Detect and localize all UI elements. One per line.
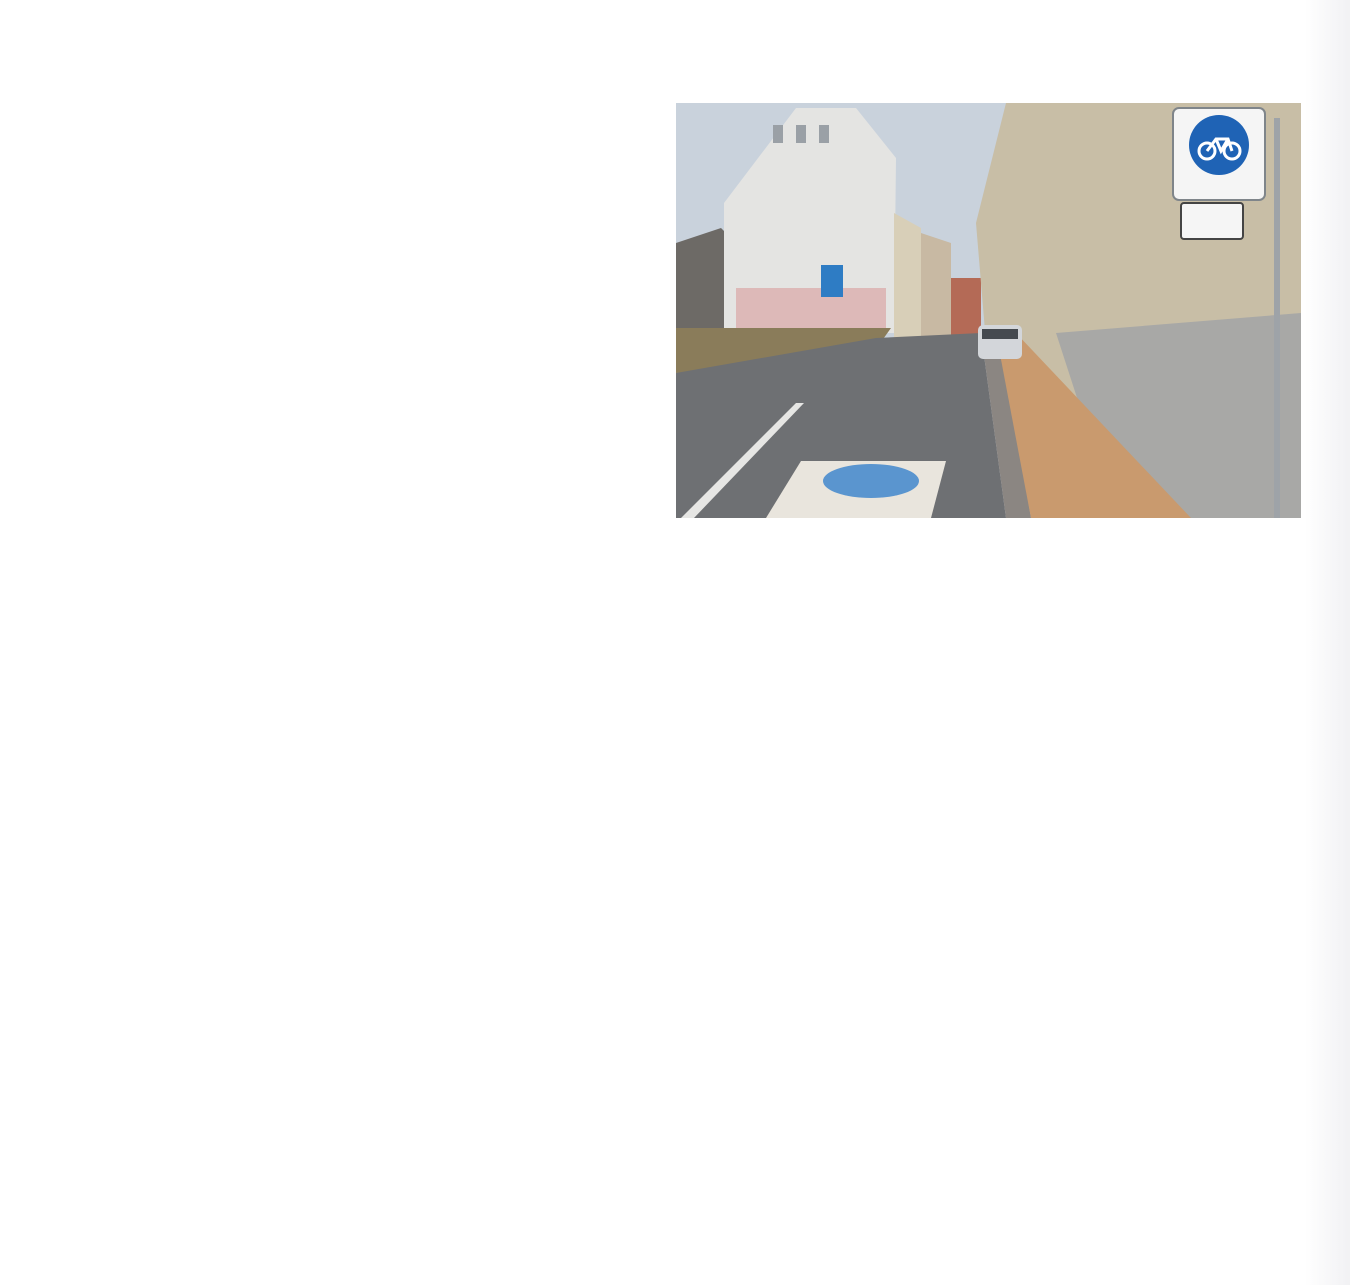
anlieger-frei-sign [1181, 203, 1243, 239]
page-edge-shadow [1305, 0, 1350, 1285]
graffiti-wall [736, 288, 886, 333]
street-photo-illustration [676, 103, 1301, 518]
far-building-red [951, 278, 981, 338]
article-column-top-1 [18, 108, 217, 110]
sign-pole [1274, 118, 1280, 518]
far-building-left [894, 213, 921, 338]
blue-info-sign [821, 265, 843, 297]
road-bicycle-symbol [823, 464, 919, 498]
street-photo [676, 103, 1301, 518]
